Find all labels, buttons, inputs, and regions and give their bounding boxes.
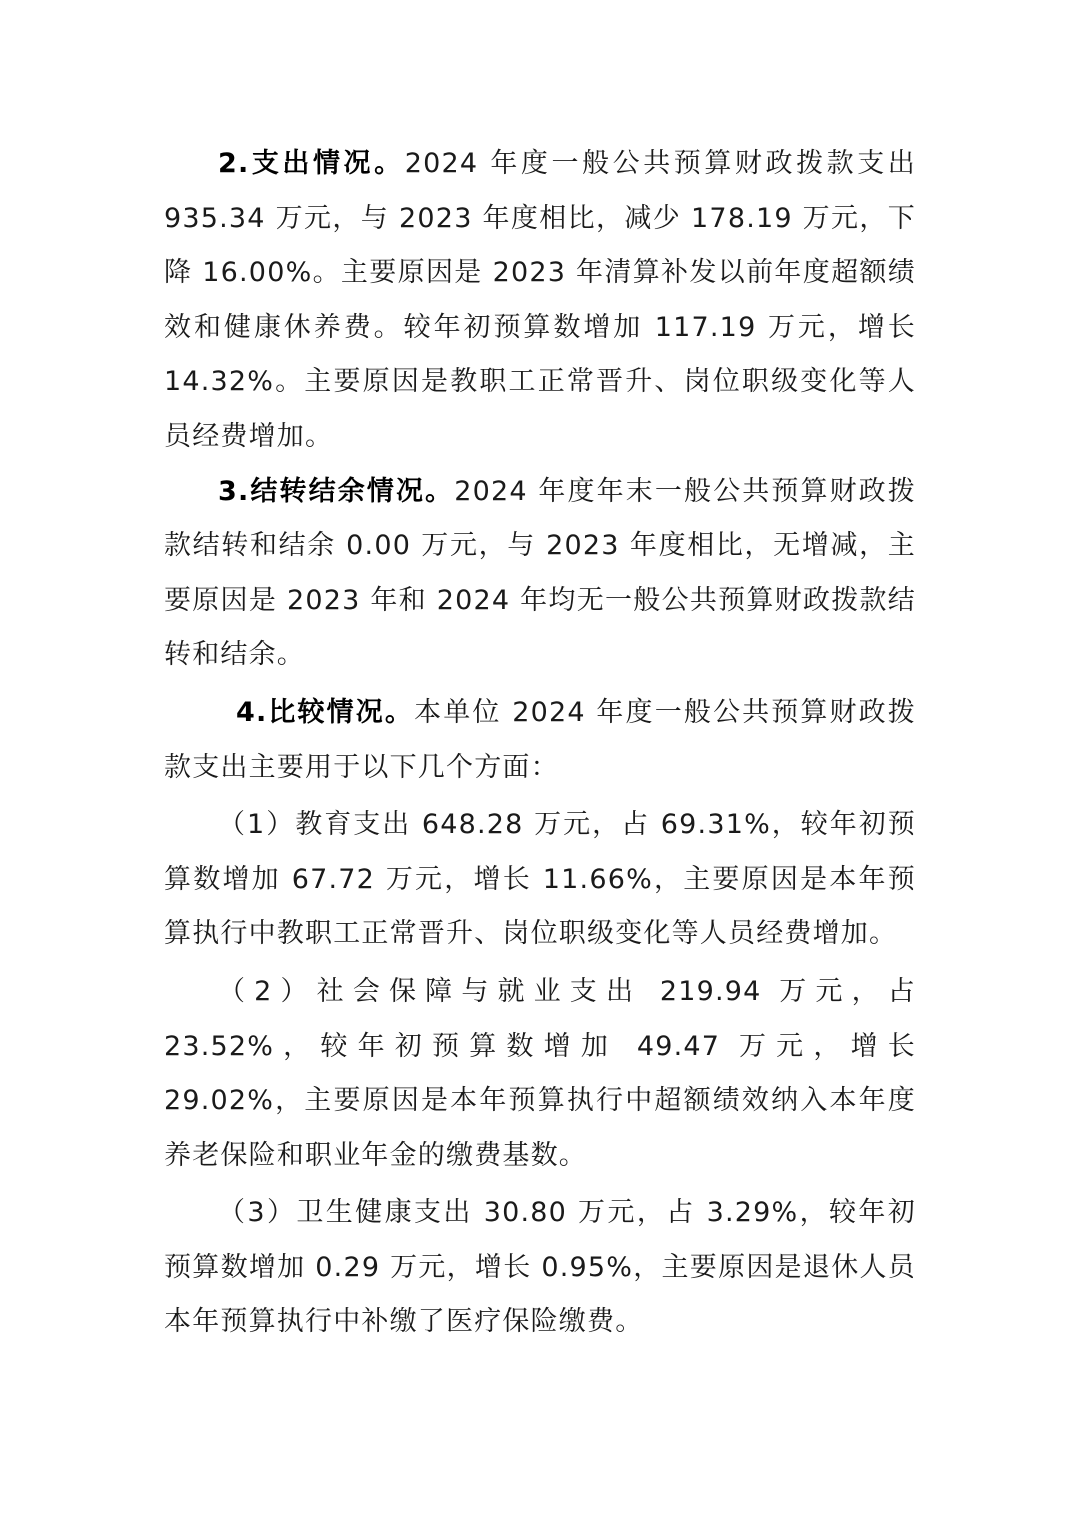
paragraph-carryover bbox=[164, 465, 916, 683]
item-health: （3）卫生健康支出 30.80 万元，占 3.29%，较年初预算数增加 0.29 万元，增长 0.95%，主要原因是退休人员本年预算执行中补缴了医疗保险缴费。 bbox=[164, 1197, 916, 1338]
heading-carryover: 3.结转结余情况。 bbox=[218, 475, 455, 507]
paragraph-expenditure bbox=[164, 137, 916, 465]
item-education: （1）教育支出 648.28 万元，占 69.31%，较年初预算数增加 67.72 万元，增长 11.66%，主要原因是本年预算执行中教职工正常晋升、岗位职级变化等人员经费增加。 bbox=[164, 809, 916, 950]
document-body bbox=[164, 137, 916, 1350]
item-social-security: （2）社会保障与就业支出 219.94 万元，占 23.52%，较年初预算数增加 49.47 万元，增长 29.02%，主要原因是本年预算执行中超额绩效纳入本年度养老保险和职业年金的缴费基数。 bbox=[164, 975, 916, 1171]
heading-comparison: 4.比较情况。 bbox=[236, 696, 415, 728]
body-carryover: 2024 年度年末一般公共预算财政拨款结转和结余 0.00 万元，与 2023 年度相比，无增减，主要原因是 2023 年和 2024 年均无一般公共预算财政拨款结转和结余。 bbox=[164, 475, 916, 671]
body-expenditure: 2024 年度一般公共预算财政拨款支出 935.34 万元，与 2023 年度相比，减少 178.19 万元，下降 16.00%。主要原因是 2023 年清算补发以前年度超额绩效和健康休养费。较年初预算数增加 117.19 万元，增长 14.32%。主要原因是教职工正常晋升、岗位职级变化等人员经费增加。 bbox=[164, 148, 916, 452]
heading-expenditure: 2.支出情况。 bbox=[218, 148, 405, 179]
body-comparison: 本单位 2024 年度一般公共预算财政拨款支出主要用于以下几个方面： bbox=[164, 696, 916, 783]
paragraph-comparison bbox=[164, 686, 916, 795]
